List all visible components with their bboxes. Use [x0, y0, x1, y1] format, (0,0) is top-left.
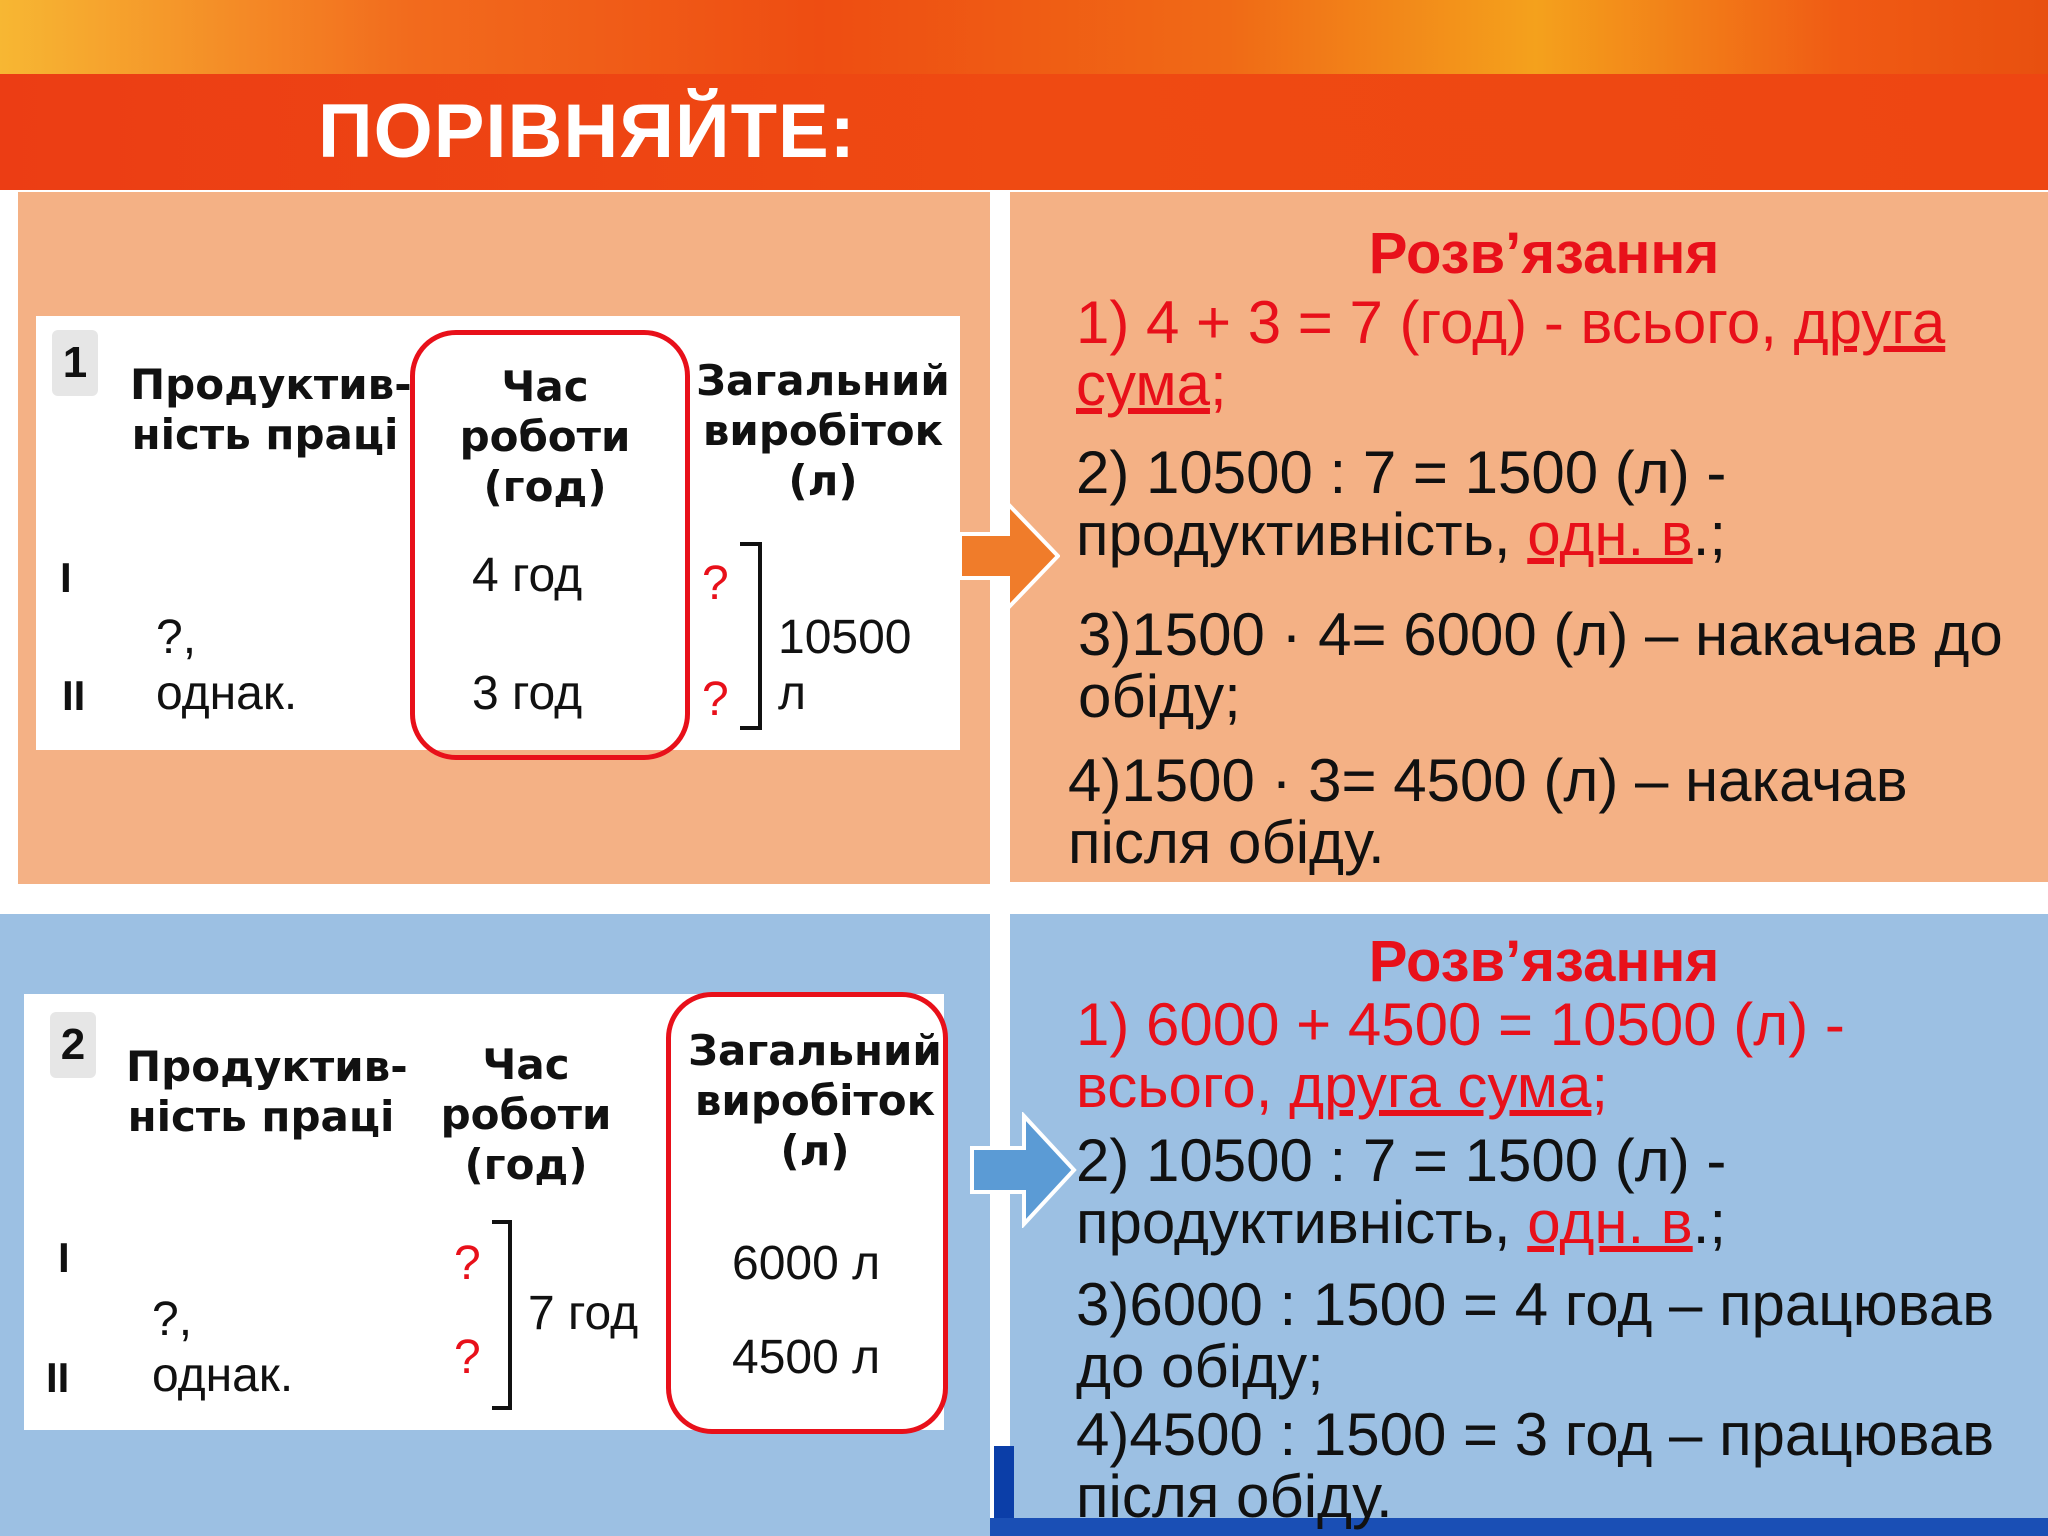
- task2-row2-label: ІІ: [46, 1354, 70, 1401]
- solution2-step3: 3)6000 : 1500 = 4 год – працював до обіду;: [1076, 1271, 1995, 1400]
- task2-col-productivity: Продуктив- ність праці: [126, 1042, 408, 1141]
- solution1-step3: 3)1500 · 4= 6000 (л) – накачав до обіду;: [1078, 601, 2003, 730]
- task2-row1-label: І: [58, 1234, 70, 1281]
- task2-col-total: Загальний виробіток (л): [688, 1026, 942, 1175]
- task1-time1: 4 год: [472, 549, 583, 602]
- task2-question1: ?: [454, 1237, 481, 1290]
- page-title: ПОРІВНЯЙТЕ:: [318, 89, 856, 174]
- arrow-right-icon: [960, 500, 1060, 612]
- task1-bracket: [740, 542, 762, 730]
- top-gradient-bar: [0, 0, 2048, 78]
- solution2-step1: 1) 6000 + 4500 = 10500 (л) - всього, друга сума;: [1076, 991, 1845, 1120]
- task1-row1-label: І: [60, 554, 72, 601]
- solution2-step2: 2) 10500 : 7 = 1500 (л) - продуктивність, одн. в.;: [1076, 1127, 1727, 1256]
- task2-bracket: [492, 1220, 512, 1410]
- task2-number: 2: [50, 1012, 96, 1078]
- solution1-heading: Розв’язання: [1368, 221, 1720, 286]
- task2-output2: 4500 л: [732, 1331, 881, 1384]
- task2-col-time: Час роботи (год): [440, 1040, 612, 1189]
- solution1-step4: 4)1500 · 3= 4500 (л) – накачав після обіду.: [1068, 747, 1908, 876]
- arrow-right-icon: [970, 1112, 1078, 1228]
- solution1-step1: 1) 4 + 3 = 7 (год) - всього, друга сума;: [1076, 289, 1946, 418]
- task1-question1: ?: [702, 557, 729, 610]
- task2-total-time: 7 год: [528, 1287, 639, 1340]
- task2-question2: ?: [454, 1331, 481, 1384]
- title-bar: [0, 74, 2048, 190]
- task1-col-time: Час роботи (год): [459, 362, 631, 511]
- task1-question2: ?: [702, 673, 729, 726]
- task1-col-total: Загальний виробіток (л): [696, 356, 950, 505]
- solution2-heading: Розв’язання: [1368, 929, 1720, 994]
- task1-time2: 3 год: [472, 667, 583, 720]
- solution2-step4: 4)4500 : 1500 = 3 год – працював після обіду.: [1076, 1401, 1995, 1530]
- solution1-step2: 2) 10500 : 7 = 1500 (л) - продуктивність, одн. в.;: [1076, 439, 1727, 568]
- task1-col-productivity: Продуктив- ність праці: [130, 360, 412, 459]
- task1-row2-label: ІІ: [62, 672, 86, 719]
- task1-number: 1: [52, 330, 98, 396]
- task1-productivity: ?, однак.: [156, 611, 298, 720]
- task2-productivity: ?, однак.: [152, 1293, 294, 1402]
- task2-output1: 6000 л: [732, 1237, 881, 1290]
- task1-total: 10500 л: [778, 611, 912, 720]
